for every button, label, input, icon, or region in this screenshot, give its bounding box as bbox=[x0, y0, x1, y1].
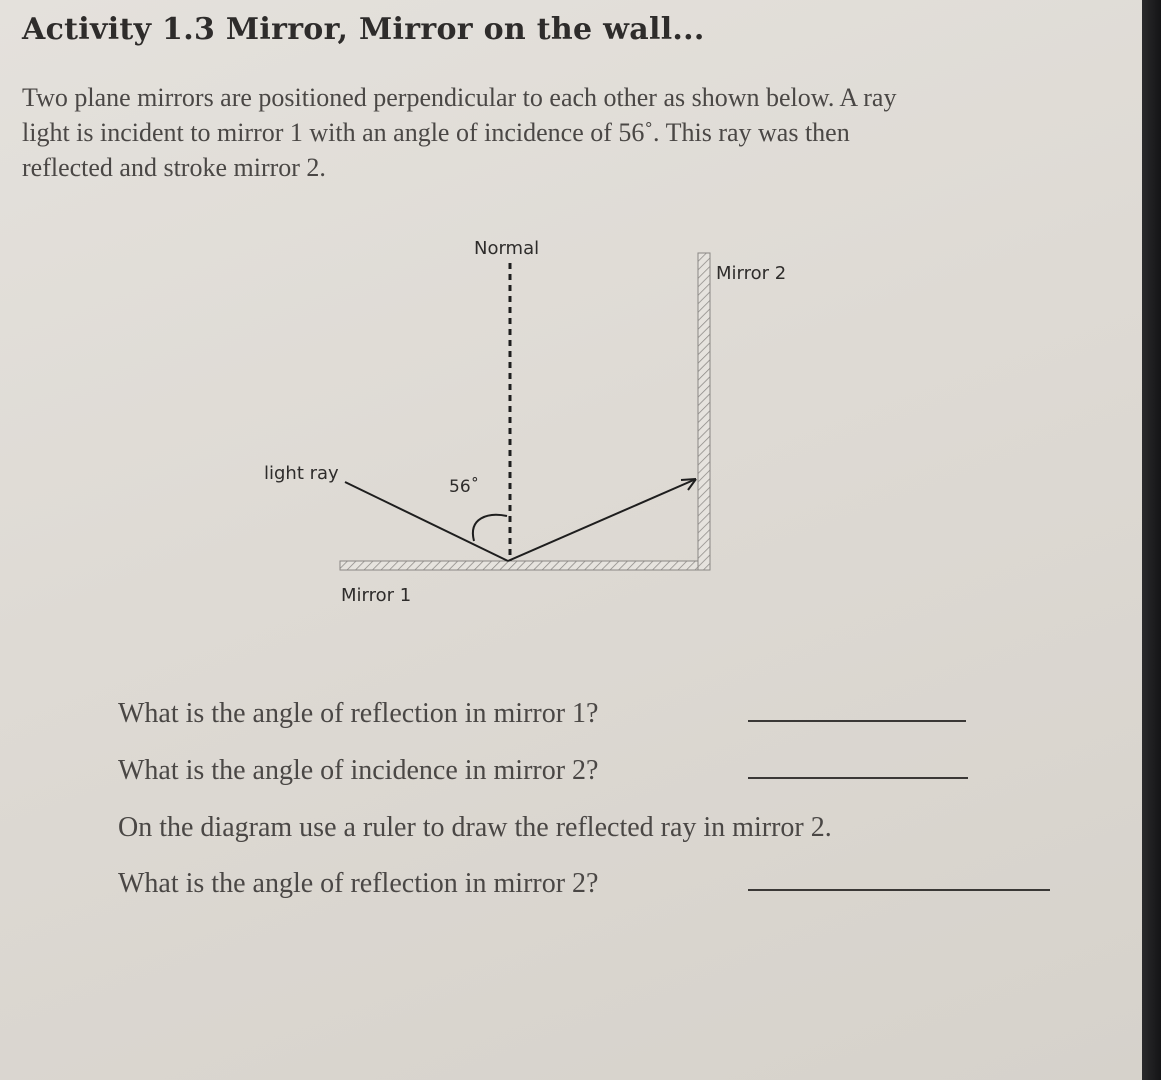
mirror-2-label: Mirror 2 bbox=[716, 263, 787, 284]
light-ray-label: light ray bbox=[264, 463, 339, 484]
reflected-ray bbox=[508, 479, 696, 561]
answer-line-1[interactable] bbox=[748, 720, 966, 722]
mirror-1-label: Mirror 1 bbox=[341, 585, 412, 606]
activity-title: Activity 1.3 Mirror, Mirror on the wall... bbox=[22, 12, 705, 47]
angle-label: 56˚ bbox=[449, 477, 480, 497]
incident-ray bbox=[345, 482, 508, 561]
mirror-2 bbox=[698, 253, 710, 570]
intro-line: light is incident to mirror 1 with an angle of incidence of 56˚. This ray was then bbox=[22, 118, 850, 147]
question-1: What is the angle of reflection in mirror 1? bbox=[118, 698, 599, 729]
mirror-1 bbox=[340, 561, 710, 570]
answer-line-2[interactable] bbox=[748, 777, 968, 779]
question-2: What is the angle of incidence in mirror 2? bbox=[118, 755, 599, 786]
normal-label: Normal bbox=[474, 238, 540, 259]
background-edge bbox=[1142, 0, 1161, 1080]
intro-line: reflected and stroke mirror 2. bbox=[22, 153, 326, 182]
intro-line: Two plane mirrors are positioned perpendicular to each other as shown below. A ray bbox=[22, 83, 897, 112]
angle-arc bbox=[473, 515, 507, 541]
answer-line-4[interactable] bbox=[748, 889, 1050, 891]
question-3: On the diagram use a ruler to draw the reflected ray in mirror 2. bbox=[118, 812, 832, 843]
question-4: What is the angle of reflection in mirror 2? bbox=[118, 868, 599, 899]
